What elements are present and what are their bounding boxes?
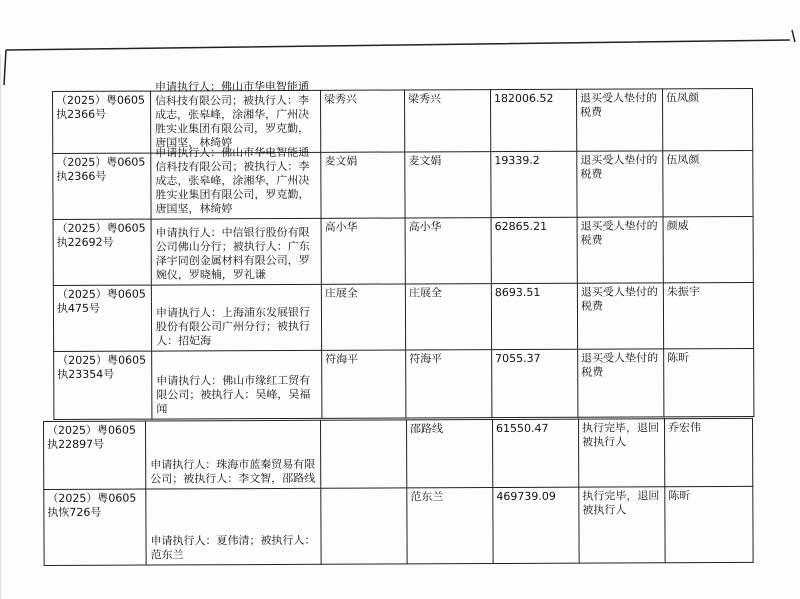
handler: 朱振宇: [663, 282, 753, 348]
payee-name: 麦文娟: [405, 152, 491, 218]
payer-name: 符海平: [322, 350, 406, 418]
amount: 19339.2: [491, 151, 577, 217]
amount: 62865.21: [491, 217, 577, 283]
payer-name: 梁秀兴: [320, 90, 404, 152]
case-number: （2025）粤0605执22692号: [53, 219, 151, 285]
reason: 退买受人垫付的税费: [578, 349, 664, 417]
handler: 乔宏伟: [664, 418, 752, 486]
payee-name: 范东兰: [407, 488, 493, 564]
table-row: [53, 150, 753, 219]
parties-cell: [151, 79, 321, 153]
records-table-upper: [52, 79, 754, 420]
case-number: （2025）粤0605执恢726号: [44, 489, 146, 565]
parties-text: 申请执行人：上海浦东发展银行股份有限公司广州分行；被执行人：招妃海: [155, 305, 311, 348]
amount: 469739.09: [493, 487, 579, 563]
payee-name: 庄展全: [405, 284, 491, 350]
records-table-lower: [43, 418, 754, 566]
case-number: （2025）粤0605执23354号: [54, 351, 152, 419]
case-number: （2025）粤0605执2366号: [53, 91, 151, 153]
reason: 退买受人垫付的税费: [577, 217, 663, 283]
table-row: [53, 282, 753, 351]
case-number: （2025）粤0605执22897号: [44, 421, 146, 489]
reason: 退买受人垫付的税费: [577, 151, 663, 217]
amount: 8693.51: [491, 283, 577, 349]
parties-cell: [146, 420, 321, 489]
parties-text: 申请执行人：珠海市蓝秦贸易有限公司；被执行人：李文智，邵路线: [150, 457, 316, 486]
payer-name: [320, 420, 406, 488]
handler: 颜威: [663, 216, 753, 282]
reason: 执行完毕，退回被执行人: [579, 487, 665, 563]
parties-cell: [146, 488, 321, 565]
payee-name: 梁秀兴: [404, 90, 490, 152]
amount: 182006.52: [490, 89, 576, 151]
handler: 陈昕: [664, 348, 754, 416]
table-row: [44, 418, 753, 489]
payee-name: 符海平: [406, 350, 492, 418]
payer-name: [321, 488, 407, 564]
payee-name: 高小华: [405, 218, 491, 284]
parties-cell: [152, 350, 322, 419]
parties-text: 申请执行人：佛山市华电智能通信科技有限公司；被执行人：李成志，张皋峰，涂湘华，广州决胜实业集团有限公司，罗克勤，唐国坚，林绮婷: [155, 145, 310, 216]
table-row: [53, 216, 753, 285]
parties-cell: [151, 218, 321, 285]
payer-name: 高小华: [321, 218, 405, 284]
parties-text: 申请执行人：佛山市华电智能通信科技有限公司；被执行人：李成志，张皋峰，涂湘华，广州决胜实业集团有限公司，罗克勤，唐国坚，林绮婷: [154, 79, 310, 150]
parties-text: 申请执行人：佛山市缘红工贸有限公司；被执行人：吴峰，吴福闻: [156, 373, 311, 416]
parties-cell: [151, 284, 321, 351]
reason: 执行完毕，退回被执行人: [578, 419, 664, 487]
amount: 61550.47: [492, 419, 578, 487]
case-number: （2025）粤0605执2366号: [53, 153, 151, 219]
table-row: [53, 88, 753, 153]
parties-cell: [151, 145, 321, 219]
payer-name: 庄展全: [321, 284, 405, 350]
handler: 陈昕: [665, 486, 753, 562]
handler: 伍凤颜: [662, 88, 752, 150]
amount: 7055.37: [492, 349, 578, 417]
reason: 退买受人垫付的税费: [576, 89, 662, 151]
parties-text: 申请执行人：夏伟清；被执行人：范东兰: [150, 533, 316, 562]
reason: 退买受人垫付的税费: [577, 283, 663, 349]
handler: 伍凤颜: [663, 150, 753, 216]
case-number: （2025）粤0605执475号: [53, 285, 151, 351]
payer-name: 麦文娟: [321, 152, 405, 218]
table-row: [54, 348, 754, 419]
payee-name: 邵路线: [406, 420, 492, 488]
parties-text: 申请执行人：中信银行股份有限公司佛山分行；被执行人：广东泽宇同创金属材料有限公司，罗婉仪，罗晓楠，罗礼谦: [155, 225, 310, 282]
table-row: [44, 486, 753, 565]
